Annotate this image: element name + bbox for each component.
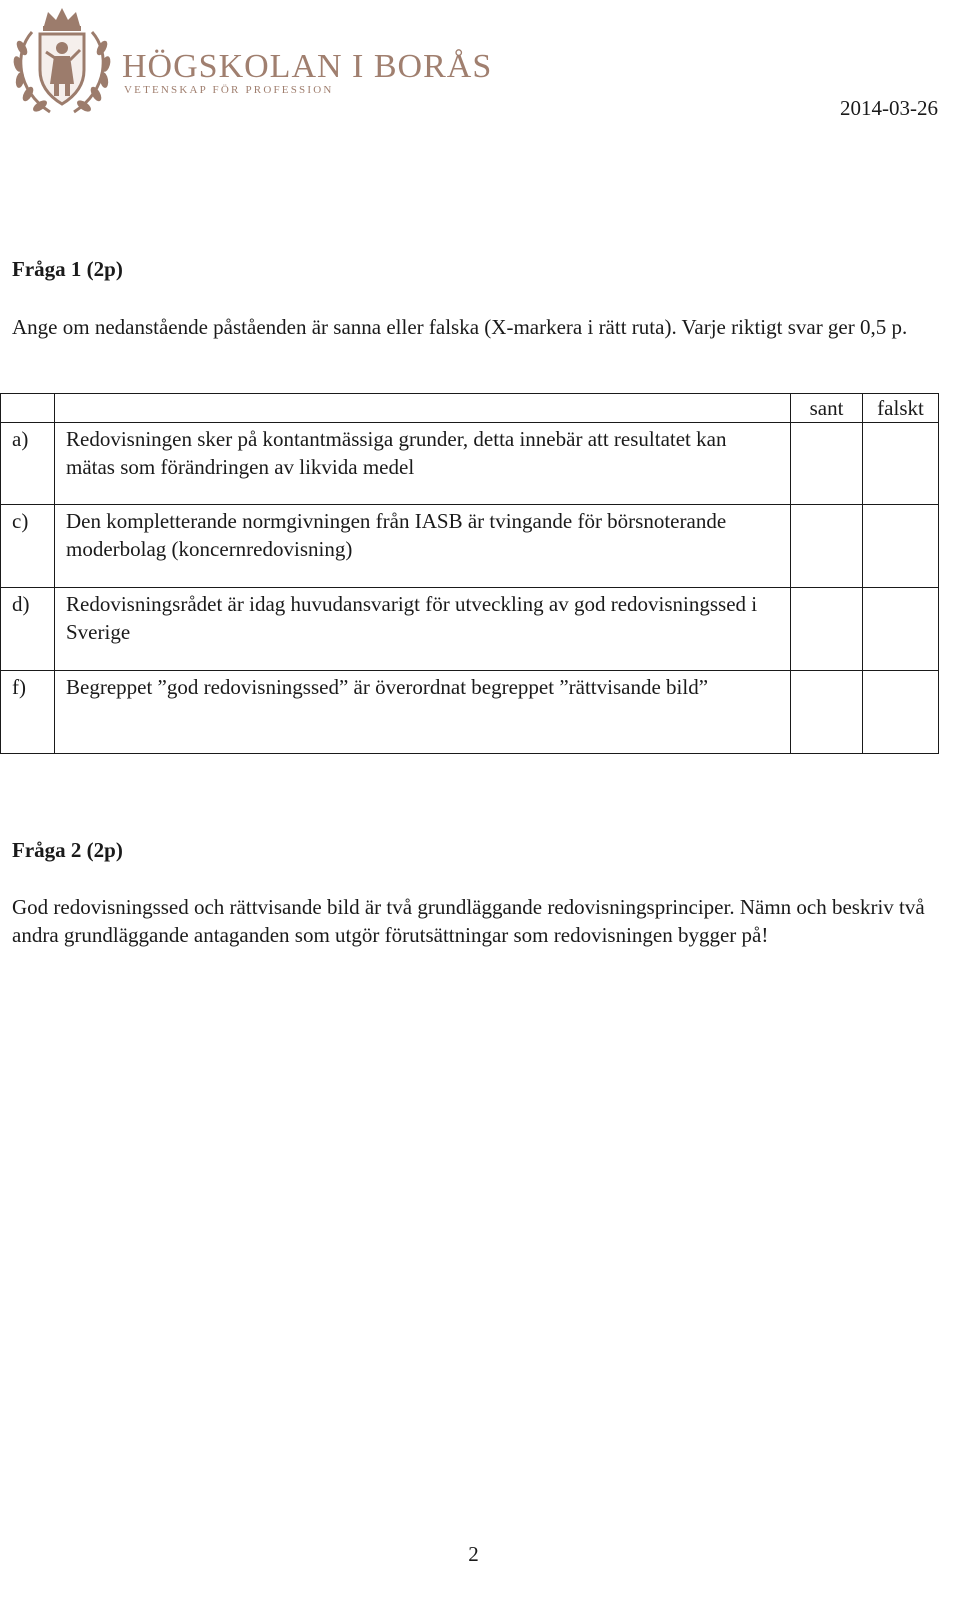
statement-text: Redovisningsrådet är idag huvudansvarigt för utveckling av god redovisningssed i Sverige [55, 588, 791, 671]
statement-label: c) [1, 505, 55, 588]
header-empty-cell [1, 394, 55, 423]
true-false-table [0, 393, 939, 754]
table-row [1, 588, 939, 671]
answer-box-false[interactable] [863, 588, 939, 671]
column-header-true: sant [791, 394, 863, 423]
document-date: 2014-03-26 [840, 96, 938, 120]
table-row [1, 505, 939, 588]
answer-box-false[interactable] [863, 671, 939, 754]
table-row [1, 423, 939, 505]
statement-label: d) [1, 588, 55, 671]
university-logo [10, 4, 493, 122]
crest-icon [10, 4, 114, 120]
answer-box-true[interactable] [791, 423, 863, 505]
header-empty-cell [55, 394, 791, 423]
table-header-row [1, 394, 939, 423]
question-2-title: Fråga 2 (2p) [12, 838, 123, 862]
logo-tagline: VETENSKAP FÖR PROFESSION [124, 84, 334, 96]
statement-text: Den kompletterande normgivningen från IASB är tvingande för börsnoterande moderbolag (koncernredovisning) [55, 505, 791, 588]
statement-text: Begreppet ”god redovisningssed” är överordnat begreppet ”rättvisande bild” [55, 671, 791, 754]
answer-box-false[interactable] [863, 505, 939, 588]
answer-box-true[interactable] [791, 588, 863, 671]
logo-name: HÖGSKOLAN I BORÅS [122, 48, 493, 85]
question-2-text: God redovisningssed och rättvisande bild är två grundläggande redovisningsprinciper. Nämn och beskriv två andra grundläggande antaganden som utgör förutsättningar som redovisningen bygger på! [12, 895, 925, 947]
page-number: 2 [468, 1542, 479, 1566]
question-1-title: Fråga 1 (2p) [12, 257, 123, 281]
question-1-instructions: Ange om nedanstående påståenden är sanna eller falska (X-markera i rätt ruta). Varje riktigt svar ger 0,5 p. [12, 315, 908, 339]
answer-box-true[interactable] [791, 671, 863, 754]
statement-label: a) [1, 423, 55, 505]
column-header-false: falskt [863, 394, 939, 423]
table-row [1, 671, 939, 754]
statement-label: f) [1, 671, 55, 754]
answer-box-false[interactable] [863, 423, 939, 505]
statement-text: Redovisningen sker på kontantmässiga grunder, detta innebär att resultatet kan mätas som förändringen av likvida medel [55, 423, 791, 505]
answer-box-true[interactable] [791, 505, 863, 588]
